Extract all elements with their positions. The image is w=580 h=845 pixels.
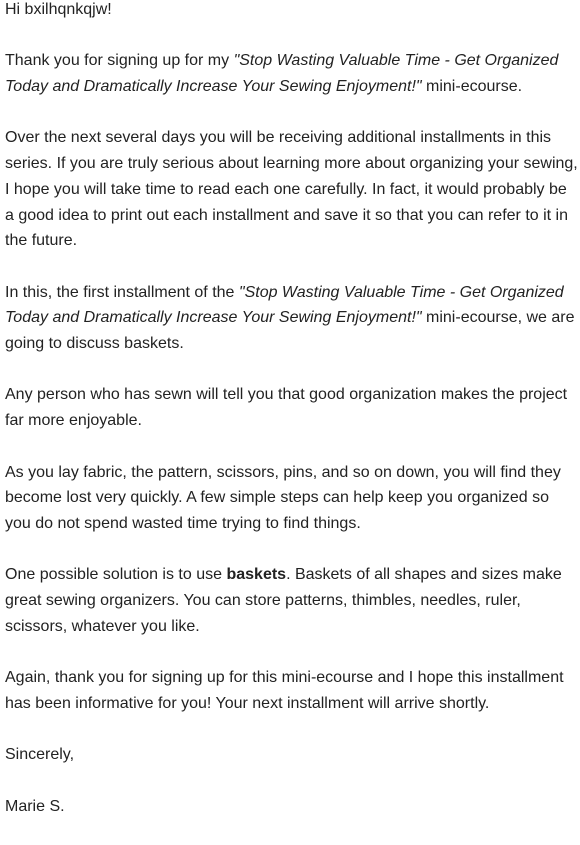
intro-paragraph: [5, 48, 579, 99]
course-title: "Stop Wasting Valuable Time - Get Organized Today and Dramatically Increase Your Sewing Enjoyment!": [5, 283, 564, 327]
baskets-text-start: One possible solution is to use: [5, 566, 227, 584]
closing: Sincerely,: [5, 746, 75, 764]
baskets-keyword: baskets: [226, 566, 287, 584]
greeting: Hi bxilhqnkqjw!: [5, 1, 112, 18]
signature: Marie S.: [5, 797, 65, 815]
installments-paragraph: Over the next several days you will be receiving additional installments in this series. If you are truly serious about learning more about organizing your sewing, I hope you will take time to read each one carefully. In fact, it would probably be a good idea to print out each installment and save it so that you can refer to it in the future.: [5, 129, 578, 250]
first-installment-text-end: mini-ecourse, we are going to discuss baskets.: [5, 309, 575, 353]
course-title: "Stop Wasting Valuable Time - Get Organized Today and Dramatically Increase Your Sewing Enjoyment!": [5, 52, 559, 96]
baskets-paragraph: [5, 562, 579, 639]
email-body: [5, 0, 579, 845]
first-installment-text-start: In this, the first installment of the: [5, 283, 239, 301]
baskets-text-end: . Baskets of all shapes and sizes make great sewing organizers. You can store patterns, thimbles, needles, ruler, scissors, whatever you like.: [5, 566, 562, 635]
fabric-paragraph: As you lay fabric, the pattern, scissors, pins, and so on down, you will find they become lost very quickly. A few simple steps can help keep you organized so you do not spend wasted time trying to find things.: [5, 463, 561, 532]
thank-you-paragraph: Again, thank you for signing up for this mini-ecourse and I hope this installment has been informative for you! Your next installment will arrive shortly.: [5, 669, 564, 712]
intro-text-end: mini-ecourse.: [421, 78, 523, 96]
organization-paragraph: Any person who has sewn will tell you that good organization makes the project far more enjoyable.: [5, 386, 568, 430]
intro-text-start: Thank you for signing up for my: [5, 52, 234, 70]
first-installment-paragraph: [5, 280, 579, 357]
